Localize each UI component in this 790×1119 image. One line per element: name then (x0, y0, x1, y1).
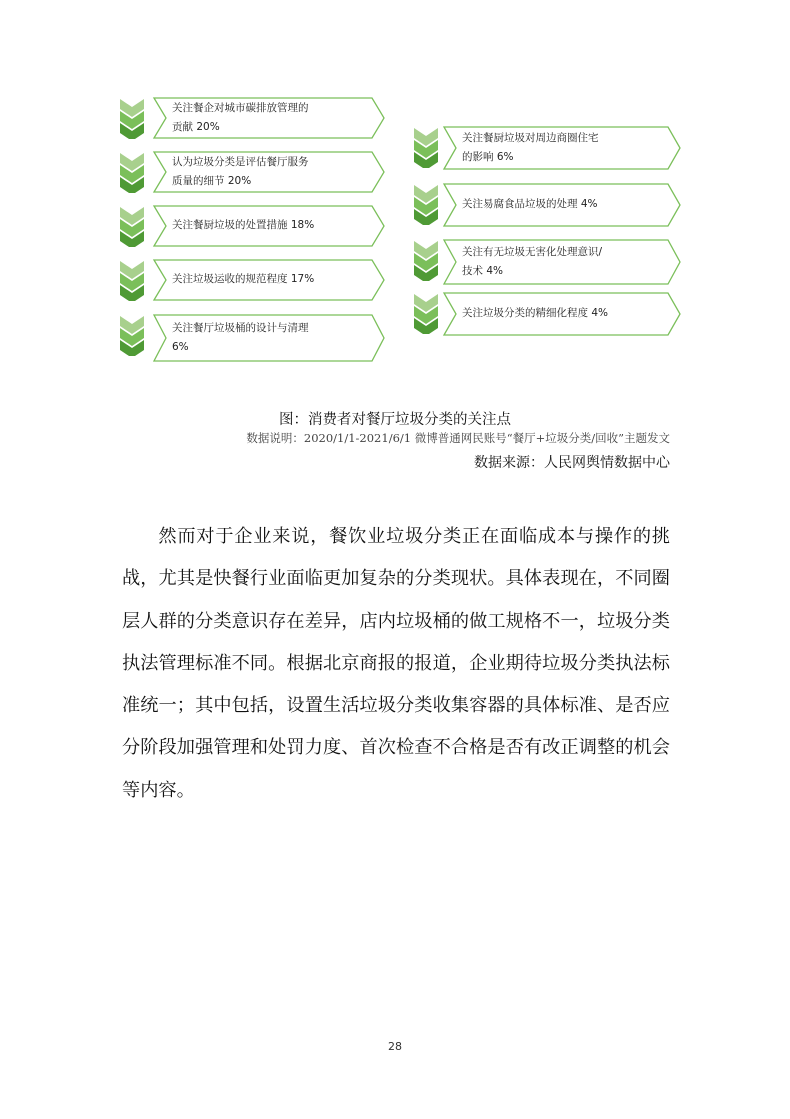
callout-label-line1: 关注垃圾运收的规范程度 17% (172, 273, 315, 285)
chevron-stack-icon (118, 314, 150, 356)
callout-label-line1: 关注餐厨垃圾对周边商圈住宅 (462, 132, 599, 144)
chevron-stack-icon (118, 259, 150, 301)
chevron-stack-icon (118, 151, 150, 193)
figure-title: 图：消费者对餐厅垃圾分类的关注点 (279, 412, 511, 428)
callout-label-line1: 关注有无垃圾无害化处理意识/ (462, 246, 603, 258)
body-paragraph: 然而对于企业来说，餐饮业垃圾分类正在面临成本与操作的挑战，尤其是快餐行业面临更加复杂的分类现状。具体表现在，不同圈层人群的分类意识存在差异，店内垃圾桶的做工规格不一，垃圾分类执法管理标准不同。根据北京商报的报道，企业期待垃圾分类执法标准统一；其中包括，设置生活垃圾分类收集容器的具体标准、是否应分阶段加强管理和处罚力度、首次检查不合格是否有改正调整的机会等内容。 (122, 526, 670, 801)
chevron-stack-icon (118, 205, 150, 247)
callout-label-line2: 贡献 20% (172, 121, 220, 133)
callout-label-line2: 6% (172, 341, 189, 353)
chevron-stack-icon (118, 97, 150, 139)
data-note: 数据说明：2020/1/1-2021/6/1 微博普通网民账号“餐厅+垃圾分类/回收”主题发文 (246, 431, 670, 445)
callout-label-line1: 关注餐厨垃圾的处置措施 18% (172, 219, 315, 231)
callout-label-line1: 关注餐厅垃圾桶的设计与清理 (172, 322, 309, 334)
data-source: 数据来源：人民网舆情数据中心 (474, 455, 670, 471)
callout-label-line2: 技术 4% (462, 265, 503, 277)
callout-label-line2: 质量的细节 20% (172, 175, 252, 187)
callout-label-line1: 关注垃圾分类的精细化程度 4% (462, 307, 608, 319)
callout-label-line1: 关注餐企对城市碳排放管理的 (172, 102, 309, 114)
callout-label-line1: 认为垃圾分类是评估餐厅服务 (172, 156, 309, 168)
callout-label-line1: 关注易腐食品垃圾的处理 4% (462, 198, 598, 210)
page-number: 28 (388, 1040, 402, 1053)
callout-label-line2: 的影响 6% (462, 151, 514, 163)
